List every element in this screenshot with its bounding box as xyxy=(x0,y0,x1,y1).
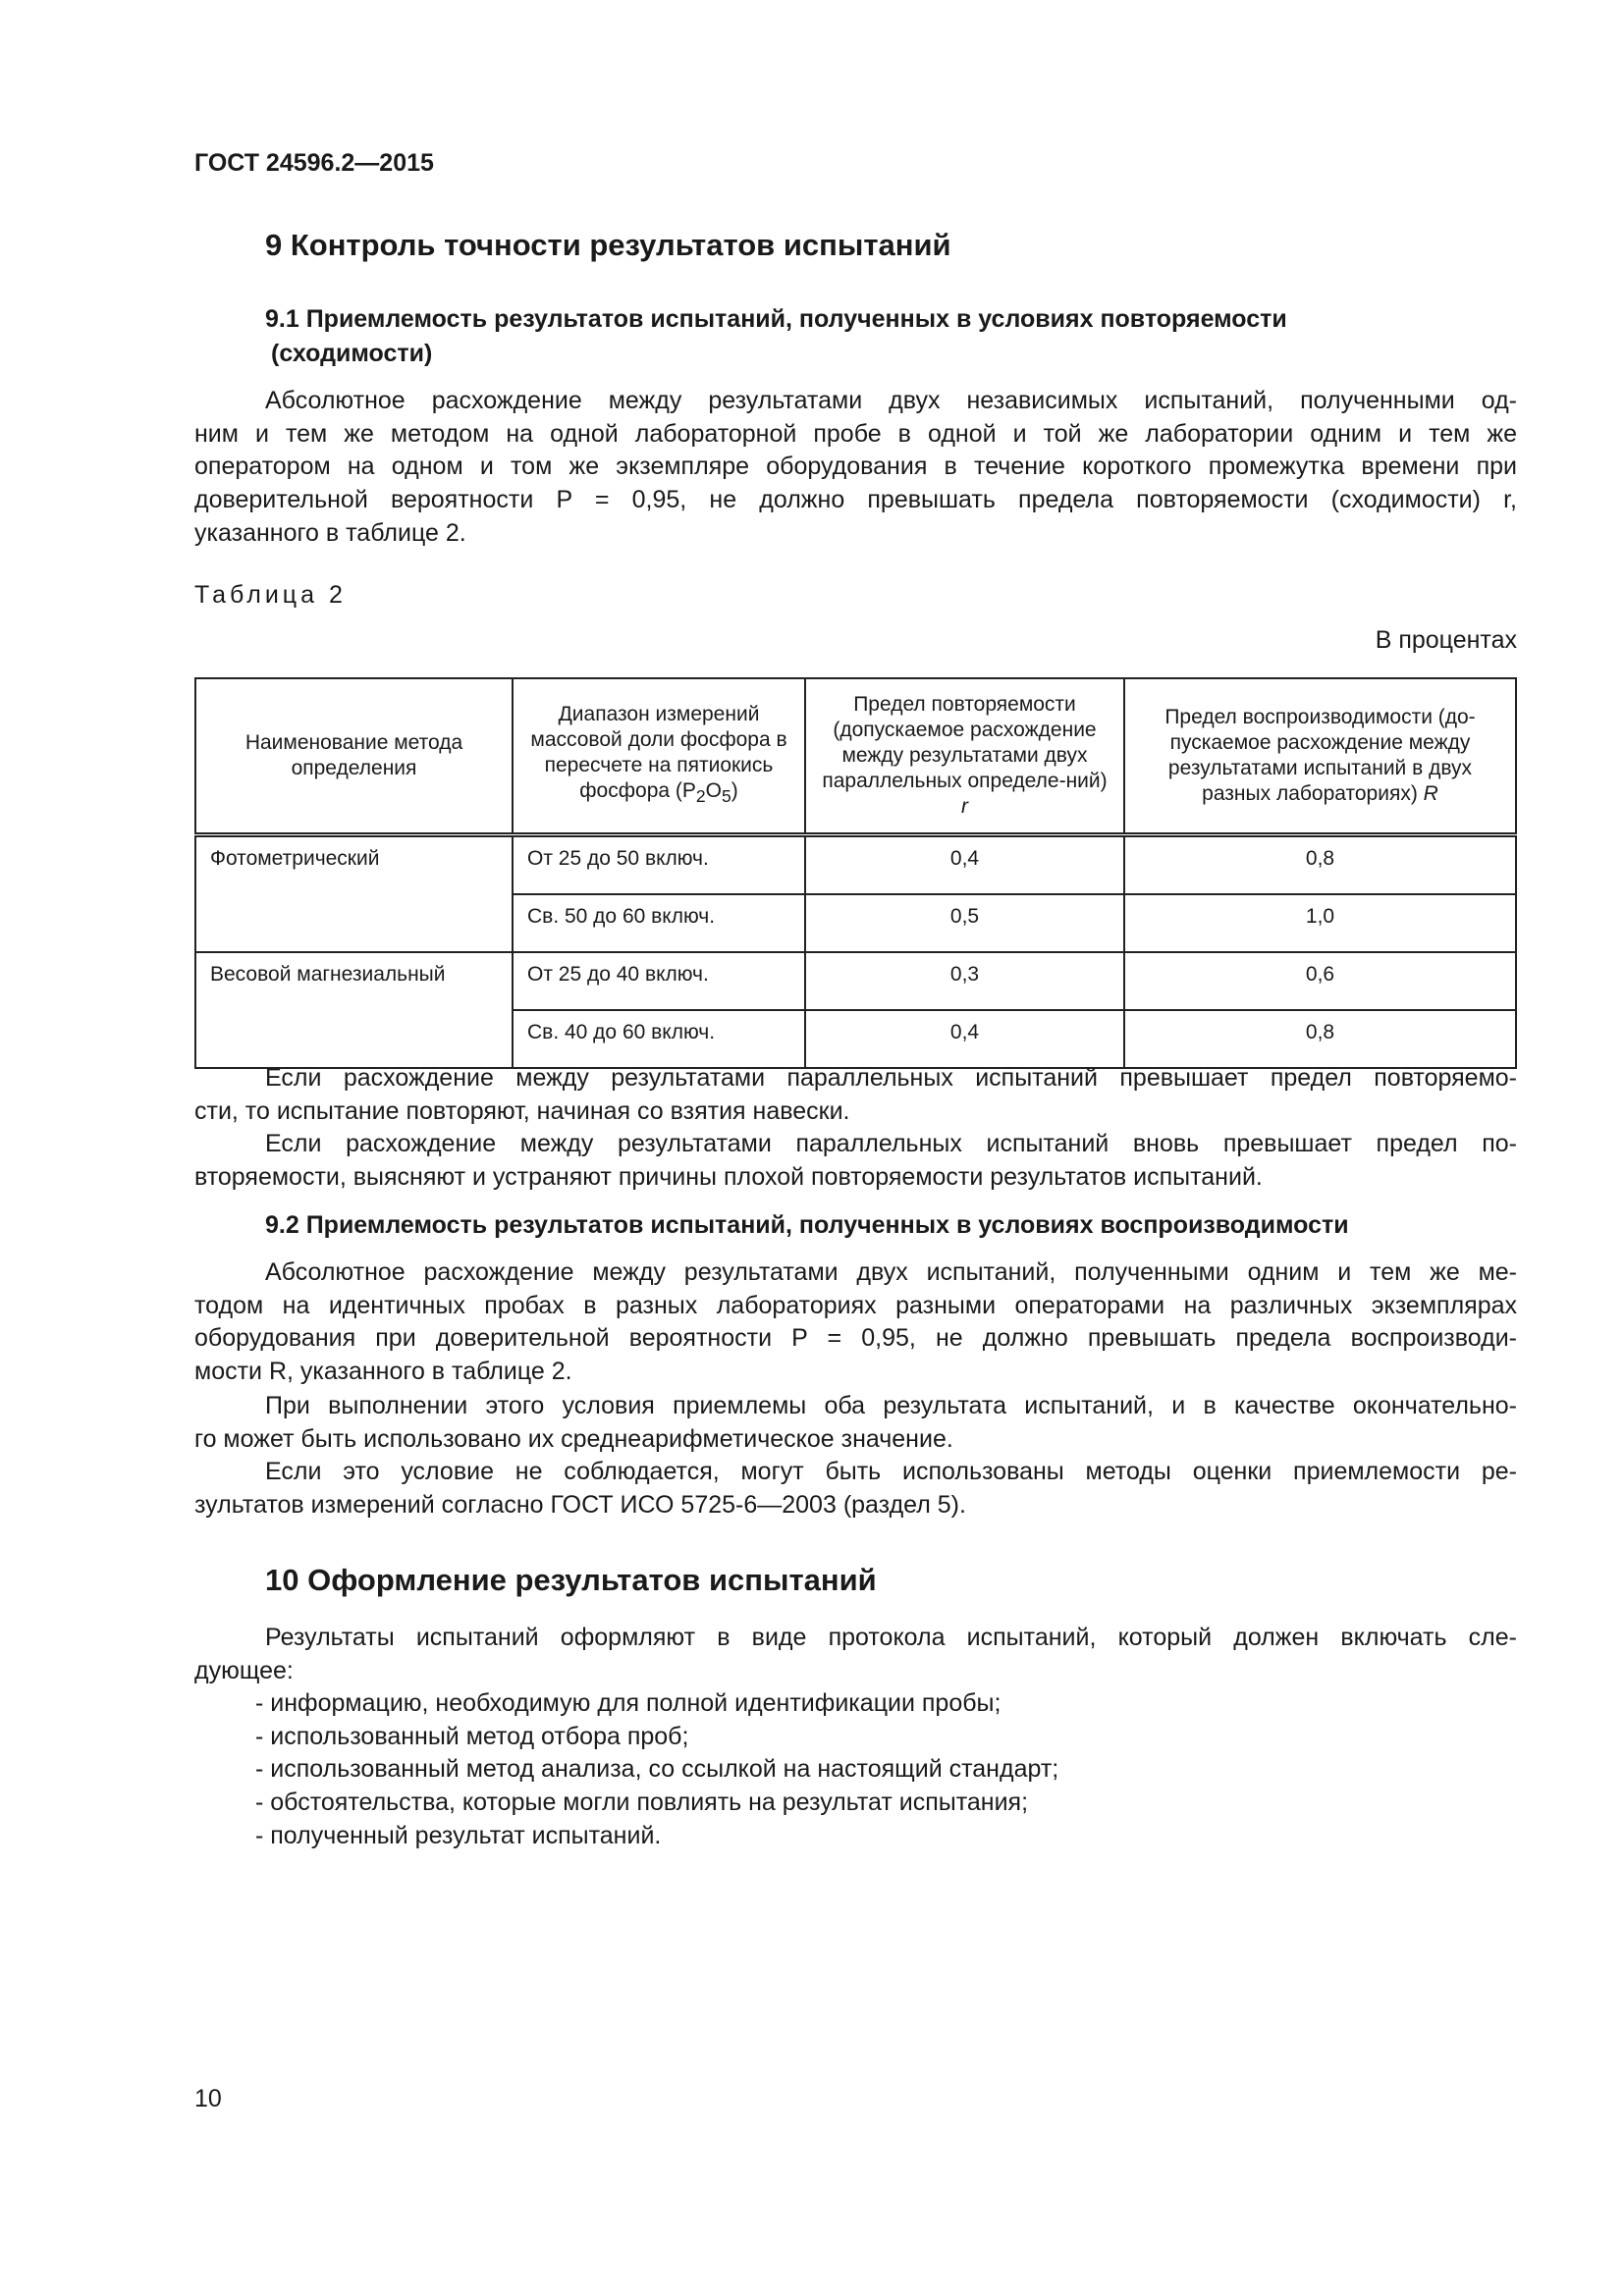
text-line: указанного в таблице 2. xyxy=(194,518,466,547)
range-cell: От 25 до 40 включ. xyxy=(513,952,805,1010)
paragraph-9-2-2 xyxy=(194,1390,1517,1456)
precision-table xyxy=(194,677,1517,1069)
page-number: 10 xyxy=(194,2085,222,2112)
text-line: дующее: xyxy=(194,1656,294,1684)
header-text: ) xyxy=(731,779,738,803)
reproducibility-cell: 0,8 xyxy=(1124,1010,1516,1068)
document-header: ГОСТ 24596.2—2015 xyxy=(194,149,434,177)
repeatability-cell: 0,4 xyxy=(805,1010,1124,1068)
text-line: доверительной вероятности P = 0,95, не должно превышать предела повторяемости (сходимости) r, xyxy=(194,486,1517,514)
reproducibility-cell: 0,6 xyxy=(1124,952,1516,1010)
table-caption: Таблица 2 xyxy=(194,581,347,609)
column-header xyxy=(1124,678,1516,835)
results-list xyxy=(255,1687,1058,1853)
heading-line: (сходимости) xyxy=(271,340,433,367)
header-text: Предел воспроизводимости (до-пускаемое расхождение между результатами испытаний в двух разных лабораториях) xyxy=(1164,706,1476,805)
repeatability-cell: 0,3 xyxy=(805,952,1124,1010)
text-line: Если расхождение между результатами параллельных испытаний превышает предел повторяемо- xyxy=(265,1064,1517,1092)
subscript: 2 xyxy=(695,786,706,807)
paragraph-9-2-1 xyxy=(194,1256,1517,1389)
text-line: оборудования при доверительной вероятности P = 0,95, не должно превышать предела воспроизводи- xyxy=(194,1324,1517,1353)
paragraph-after-table-2 xyxy=(194,1128,1517,1194)
paragraph-9-2-3 xyxy=(194,1456,1517,1522)
column-header xyxy=(805,678,1124,835)
paragraph-10 xyxy=(194,1622,1517,1687)
table-row xyxy=(195,835,1516,895)
table-units: В процентах xyxy=(1375,626,1517,654)
paragraph-after-table-1 xyxy=(194,1062,1517,1128)
text-line: вторяемости, выясняют и устраняют причины плохой повторяемости результатов испытаний. xyxy=(194,1162,1263,1191)
header-text: Предел повторяемости (допускаемое расхождение между результатами двух параллельных определе-ний) xyxy=(822,693,1108,792)
text-line: сти, то испытание повторяют, начиная со взятия навески. xyxy=(194,1096,850,1125)
reproducibility-cell: 1,0 xyxy=(1124,894,1516,952)
range-cell: Св. 40 до 60 включ. xyxy=(513,1010,805,1068)
table-row xyxy=(195,952,1516,1010)
text-line: Результаты испытаний оформляют в виде протокола испытаний, который должен включать сле- xyxy=(265,1624,1517,1651)
text-line: оператором на одном и том же экземпляре оборудования в течение короткого промежутка времени при xyxy=(194,453,1517,481)
list-item: - использованный метод анализа, со ссылкой на настоящий стандарт; xyxy=(255,1755,1059,1784)
section-9-heading: 9 Контроль точности результатов испытаний xyxy=(265,228,951,262)
text-line: Если расхождение между результатами параллельных испытаний вновь превышает предел по- xyxy=(265,1130,1517,1157)
repeatability-cell: 0,5 xyxy=(805,894,1124,952)
header-text: O xyxy=(705,779,722,803)
column-header xyxy=(513,678,805,835)
symbol-r: r xyxy=(961,795,968,818)
text-line: мости R, указанного в таблице 2. xyxy=(194,1358,572,1386)
list-item: - полученный результат испытаний. xyxy=(255,1821,662,1849)
table-header-row xyxy=(195,678,1516,835)
symbol-R: R xyxy=(1423,782,1438,805)
list-item: - обстоятельства, которые могли повлиять на результат испытания; xyxy=(255,1789,1029,1817)
text-line: го может быть использовано их среднеарифметическое значение. xyxy=(194,1424,953,1453)
subscript: 5 xyxy=(721,786,731,807)
text-line: При выполнении этого условия приемлемы оба результата испытаний, и в качестве окончательно- xyxy=(265,1392,1517,1419)
section-9-1-heading xyxy=(265,302,1287,371)
method-cell: Фотометрический xyxy=(195,835,513,953)
method-cell: Весовой магнезиальный xyxy=(195,952,513,1068)
column-header: Наименование метода определения xyxy=(195,678,513,835)
list-item: - использованный метод отбора проб; xyxy=(255,1722,689,1750)
text-line: тодом на идентичных пробах в разных лабораториях разными операторами на различных экземплярах xyxy=(194,1291,1517,1319)
header-text: Диапазон измерений массовой доли фосфора в пересчете на пятиокись фосфора (P xyxy=(530,703,787,803)
range-cell: От 25 до 50 включ. xyxy=(513,835,805,895)
text-line: зультатов измерений согласно ГОСТ ИСО 5725-6—2003 (раздел 5). xyxy=(194,1490,966,1519)
repeatability-cell: 0,4 xyxy=(805,835,1124,895)
section-10-heading: 10 Оформление результатов испытаний xyxy=(265,1563,877,1597)
text-line: Абсолютное расхождение между результатами двух независимых испытаний, полученными од- xyxy=(265,387,1517,414)
text-line: Абсолютное расхождение между результатами двух испытаний, полученными одним и тем же ме- xyxy=(265,1258,1517,1286)
reproducibility-cell: 0,8 xyxy=(1124,835,1516,895)
paragraph-9-1 xyxy=(194,385,1517,551)
text-line: Если это условие не соблюдается, могут быть использованы методы оценки приемлемости ре- xyxy=(265,1458,1517,1485)
section-9-2-heading: 9.2 Приемлемость результатов испытаний, полученных в условиях воспроизводимости xyxy=(265,1211,1349,1239)
text-line: ним и тем же методом на одной лабораторной пробе в одной и той же лаборатории одним и тем же xyxy=(194,419,1517,448)
range-cell: Св. 50 до 60 включ. xyxy=(513,894,805,952)
heading-line: 9.1 Приемлемость результатов испытаний, полученных в условиях повторяемости xyxy=(265,305,1287,333)
list-item: - информацию, необходимую для полной идентификации пробы; xyxy=(255,1689,1001,1717)
